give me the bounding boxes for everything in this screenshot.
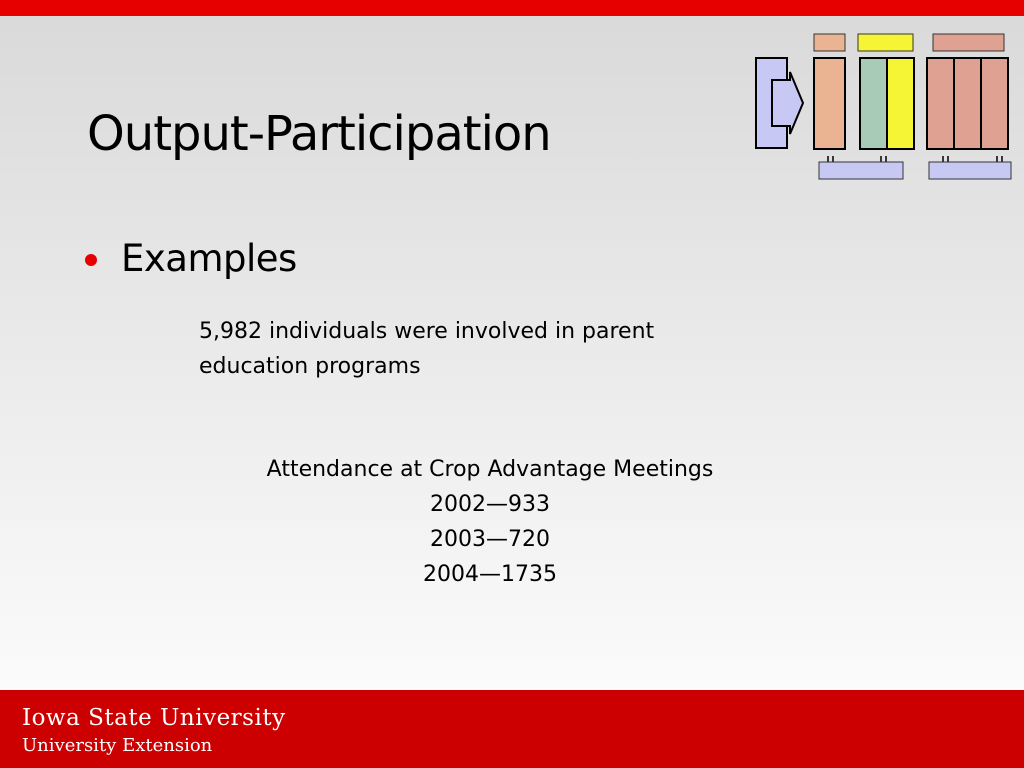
diagram-bottom-box-2 xyxy=(929,162,1011,179)
university-unit: University Extension xyxy=(22,735,213,756)
attendance-heading: Attendance at Crop Advantage Meetings xyxy=(266,457,714,482)
diagram-column-salmon-1 xyxy=(927,58,954,149)
example-text-content: 5,982 individuals were involved in parent education programs xyxy=(199,319,655,379)
diagram-top-box-2 xyxy=(858,34,913,51)
bullet-item xyxy=(85,234,297,284)
diagram-bottom-box-1 xyxy=(819,162,903,179)
diagram-arrow xyxy=(772,72,803,134)
diagram-column-peach xyxy=(814,58,845,149)
diagram-column-sage xyxy=(860,58,887,149)
university-logo: Iowa State University xyxy=(22,705,286,731)
diagram-top-box-3 xyxy=(933,34,1004,51)
attendance-row: 2002—933 xyxy=(430,492,550,517)
bullet-text: Examples xyxy=(121,237,297,280)
top-accent-bar xyxy=(0,0,1024,16)
slide-title: Output-Participation xyxy=(87,106,551,162)
footer-bar xyxy=(0,690,1024,768)
logic-model-diagram-icon xyxy=(748,30,1018,185)
attendance-row: 2004—1735 xyxy=(423,562,557,587)
diagram-top-box-1 xyxy=(814,34,845,51)
diagram-column-yellow xyxy=(887,58,914,149)
diagram-column-salmon-3 xyxy=(981,58,1008,149)
diagram-column-salmon-2 xyxy=(954,58,981,149)
attendance-block xyxy=(230,452,750,592)
example-text xyxy=(199,314,739,384)
attendance-row: 2003—720 xyxy=(430,527,550,552)
bullet-dot-icon xyxy=(85,254,97,266)
